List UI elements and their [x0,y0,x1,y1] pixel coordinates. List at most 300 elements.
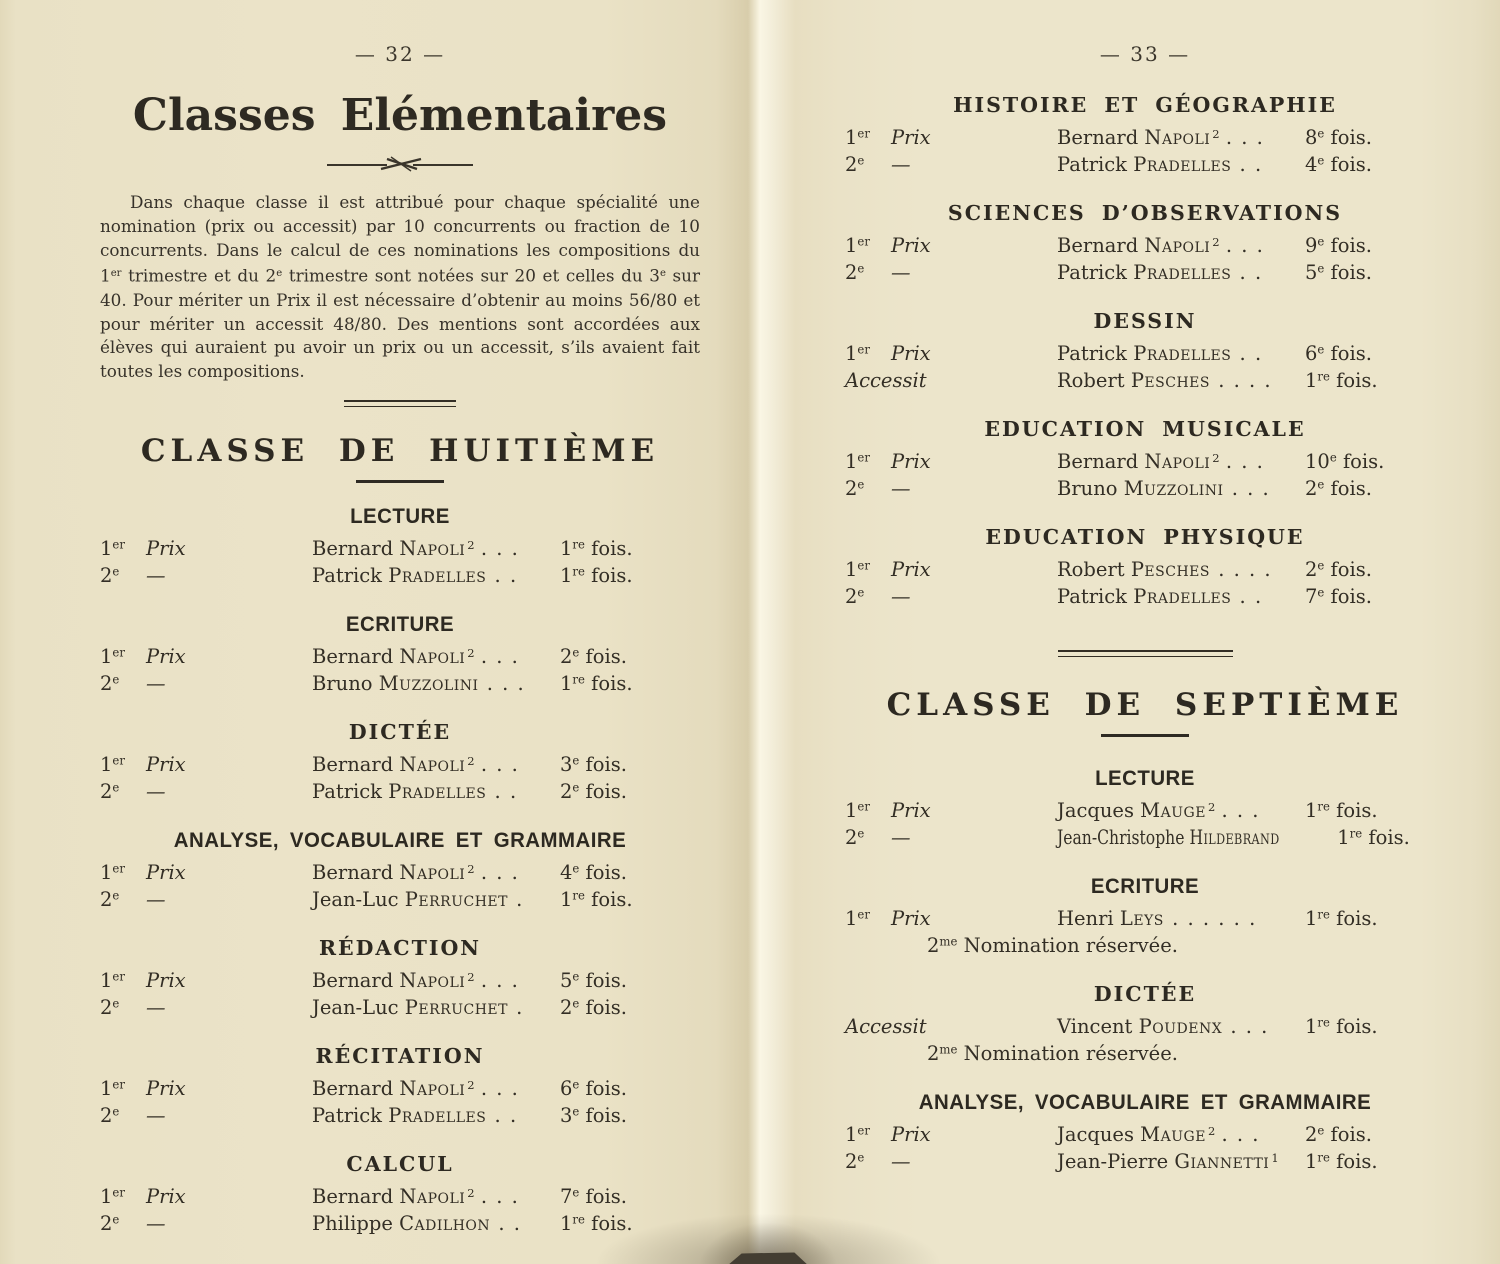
rank-number: 2e [100,671,120,695]
last-name: Napoli [399,752,466,776]
times-count: 1re fois. [560,671,633,695]
rank-word: — [891,261,911,284]
dot-leaders: . . [494,779,518,803]
award-row [100,672,700,699]
footnote-ref: 2 [1207,1124,1216,1139]
rank [845,450,1057,473]
last-name: Perruchet [404,995,508,1019]
dot-leaders: . . . [480,1184,520,1208]
first-name: Jean-Luc [312,887,399,911]
award-row [845,558,1445,585]
times-count: 1re fois. [1305,369,1378,392]
laureate-name [1057,234,1305,257]
class-heading-huitieme: CLASSE DE HUITIÈME [140,432,660,469]
rank-word: — [146,779,166,803]
last-name: Napoli [399,1184,466,1208]
award-row [100,888,700,915]
note-text: $2^{me}$ Nomination réservée. [927,934,1178,957]
award-row [845,234,1445,261]
first-name: Bruno [1057,477,1118,500]
rank-word: Prix [891,799,931,822]
first-name: Bernard [312,536,394,560]
heading-rule [356,480,444,483]
footnote-ref: 2 [1212,235,1220,250]
award-row [100,861,700,888]
dot-leaders: . . [1239,342,1263,365]
ornament-squiggle [325,155,475,173]
rank [100,780,312,803]
subject-title: CALCUL [346,1151,454,1176]
laureate-name [1057,342,1305,365]
rank-word: — [146,1103,166,1127]
subject-dessin [845,308,1445,396]
first-name: Patrick [1057,153,1128,176]
rank-number: 2e [845,261,865,284]
subject-title: HISTOIRE ET GÉOGRAPHIE [953,93,1337,117]
rank-word: Prix [146,860,186,884]
rank [845,585,1057,608]
laureate-name [1057,477,1305,500]
dot-leaders: . . . [1221,799,1260,822]
rank-word: Prix [146,752,186,776]
laureate-name [1057,799,1305,822]
times-count: 1re fois. [1337,826,1410,849]
dot-leaders: . . [494,1103,518,1127]
dot-leaders: . . . [1225,450,1265,473]
times-count: 1re fois. [560,1211,633,1235]
subject-title: ANALYSE, VOCABULAIRE ET GRAMMAIRE [918,1090,1372,1114]
rank-word: Prix [146,536,186,560]
times-count: 6e fois. [560,1076,627,1100]
rank [100,1104,312,1127]
first-name: Jean-Luc [312,995,399,1019]
last-name: Napoli [399,968,466,992]
rank [100,537,312,560]
rank [100,1185,312,1208]
subject-lecture-7 [845,765,1445,853]
first-name: Patrick [1057,261,1128,284]
footnote-ref: 2 [467,754,475,769]
rank [845,558,1057,581]
times-count: 1re fois. [1305,907,1378,930]
reserved-nomination-note [845,1042,1445,1069]
first-name: Bernard [1057,234,1139,257]
reserved-nomination-note [845,934,1445,961]
times-count: 1re fois. [1305,799,1378,822]
first-name: Bernard [312,644,394,668]
dot-leaders: . . [498,1211,522,1235]
rank-word: Prix [146,1184,186,1208]
first-name: Robert [1057,369,1125,392]
subject-recitation [100,1043,700,1131]
last-name: Napoli [399,536,466,560]
rank-number: 2e [845,826,865,849]
subject-title: EDUCATION MUSICALE [984,417,1306,441]
rank-number: 2e [845,153,865,176]
times-count: 5e fois. [560,968,627,992]
first-name: Bernard [312,860,394,884]
dot-leaders: . . . [480,860,520,884]
laureate-name [1057,450,1305,473]
footnote-ref: 2 [467,862,475,877]
heading-rule [1101,734,1189,737]
rank-word: — [146,1211,166,1235]
award-row [845,585,1445,612]
last-name: Napoli [399,860,466,884]
dot-leaders: . [516,995,524,1019]
first-name: Bernard [312,1184,394,1208]
rank [845,126,1057,149]
award-row [100,1077,700,1104]
laureate-name [1057,585,1305,608]
dot-leaders: . . [494,563,518,587]
rank-number: 2e [100,1103,120,1127]
dot-leaders: . . . [1230,1015,1269,1038]
rank [845,1015,1057,1038]
times-count: 2e fois. [560,995,627,1019]
rank [100,888,312,911]
last-name: Cadilhon [399,1211,491,1235]
rank [845,826,1057,849]
rank-number: 1er [100,644,125,668]
award-row [100,645,700,672]
page-32 [100,0,700,1239]
times-count: 10e fois. [1305,450,1385,473]
rank-word: — [891,1150,911,1173]
rank-word: — [146,563,166,587]
rank-number: 1er [100,536,125,560]
rank-word: Prix [146,1076,186,1100]
times-count: 2e fois. [560,644,627,668]
first-name: Vincent [1057,1015,1133,1038]
award-row [845,450,1445,477]
class-heading-septieme: CLASSE DE SEPTIÈME [886,687,1404,723]
last-name: Perruchet [404,887,508,911]
laureate-name [312,969,560,992]
times-count: 7e fois. [1305,585,1372,608]
award-row [845,342,1445,369]
rank-word: Prix [891,907,931,930]
footnote-ref: 2 [1212,451,1220,466]
rank-word: Prix [891,450,931,473]
dot-leaders: . . . [1231,477,1271,500]
footnote-ref: 2 [467,1186,475,1201]
footnote-ref: 2 [467,970,475,985]
first-name: Bernard [312,968,394,992]
first-name: Bernard [1057,450,1139,473]
dot-leaders: . . . . [1218,558,1273,581]
last-name: Mauge [1140,799,1206,822]
first-name: Jean-Pierre [1057,1150,1169,1173]
page-number: — 33 — [1099,42,1191,66]
rank [845,907,1057,930]
subject-education-physique [845,524,1445,612]
rank [100,645,312,668]
rank [845,153,1057,176]
dot-leaders: . . . [1221,1123,1260,1146]
rank [100,753,312,776]
dot-leaders: . . . [480,644,520,668]
rank-number: 1er [100,1184,125,1208]
award-row [845,1123,1445,1150]
times-count: 1re fois. [560,536,633,560]
award-row [845,261,1445,288]
rank [845,477,1057,500]
last-name: Pradelles [388,563,487,587]
last-name: Pradelles [1133,153,1232,176]
last-name: Napoli [1144,450,1211,473]
rank-number: 2e [100,779,120,803]
times-count: 1re fois. [560,563,633,587]
award-row [845,153,1445,180]
rank-number: 2e [845,1150,865,1173]
laureate-name [1057,261,1305,284]
first-name: Jacques [1057,799,1134,822]
dot-leaders: . . . [480,752,520,776]
award-row [100,1212,700,1239]
rank [845,234,1057,257]
times-count: 1re fois. [1305,1150,1378,1173]
rank [100,1212,312,1235]
laureate-name [312,1077,560,1100]
rank [845,1150,1057,1173]
laureate-name [312,1185,560,1208]
subject-analyse-7 [845,1089,1445,1177]
first-name: Patrick [312,563,383,587]
last-name: Mauge [1140,1123,1206,1146]
times-count: 3e fois. [560,1103,627,1127]
rank [845,261,1057,284]
times-count: 2e fois. [1305,477,1372,500]
laureate-name [1057,1123,1305,1146]
first-name: Bernard [312,752,394,776]
rank-number: 1er [100,860,125,884]
rank [100,564,312,587]
first-name: Robert [1057,558,1125,581]
last-name: Pradelles [388,1103,487,1127]
subject-title: ECRITURE [345,611,455,636]
rank-number: 2e [100,563,120,587]
rank [845,369,1057,392]
times-count: 2e fois. [560,779,627,803]
laureate-name [1057,907,1305,930]
times-count: 3e fois. [560,752,627,776]
award-row [845,799,1445,826]
subject-education-musicale [845,416,1445,504]
laureate-name [312,996,560,1019]
subject-dictee-7 [845,981,1445,1069]
note-text: $2^{me}$ Nomination réservée. [927,1042,1178,1065]
subject-ecriture [100,611,700,699]
rank [845,1123,1057,1146]
subject-sciences [845,200,1445,288]
award-row [845,126,1445,153]
footnote-ref: 2 [467,646,475,661]
award-row [845,477,1445,504]
dot-leaders: . [516,887,524,911]
subject-dictee [100,719,700,807]
laureate-name [312,537,560,560]
subject-title: RÉCITATION [315,1043,485,1068]
first-name: Patrick [1057,342,1128,365]
rank-number: 1er [845,558,870,581]
footnote-ref: 2 [1207,800,1216,815]
times-count: 6e fois. [1305,342,1372,365]
rank-number: 1er [845,342,870,365]
first-name: Jean-Christophe [1057,826,1185,849]
subject-ecriture-7 [845,873,1445,961]
laureate-name [1057,1015,1305,1038]
dot-leaders: . . . [486,671,526,695]
subject-title: LECTURE [1095,766,1195,790]
section-divider [1058,650,1233,657]
rank-word: Prix [891,234,931,257]
laureate-name [1057,126,1305,149]
rank-word: Accessit [845,1015,927,1038]
first-name: Jacques [1057,1123,1134,1146]
laureate-name [312,672,560,695]
rank-word: Prix [891,126,931,149]
last-name: Giannetti [1174,1150,1270,1173]
rank-word: — [891,826,911,849]
page-33 [845,0,1445,1177]
award-row [100,564,700,591]
rank-number: 1er [845,450,870,473]
laureate-name [312,564,560,587]
laureate-name [312,861,560,884]
first-name: Bernard [312,1076,394,1100]
footnote-ref: 2 [467,538,475,553]
times-count: 1re fois. [1305,1015,1378,1038]
rank-word: Prix [891,558,931,581]
laureate-name [1057,1150,1305,1173]
award-row [100,537,700,564]
last-name: Pradelles [388,779,487,803]
award-row [845,1015,1445,1042]
last-name: Pradelles [1133,342,1232,365]
dot-leaders: . . . . . . [1172,907,1257,930]
subject-title: DICTÉE [348,719,452,744]
award-row [845,907,1445,934]
first-name: Patrick [312,779,383,803]
subject-title: ANALYSE, VOCABULAIRE ET GRAMMAIRE [173,827,627,852]
subject-title: ECRITURE [1090,874,1200,898]
laureate-name [1057,153,1305,176]
rank [100,672,312,695]
laureate-name [1057,369,1305,392]
laureate-name [1057,558,1305,581]
rank [845,342,1057,365]
award-row [845,826,1445,853]
rank-word: Prix [891,1123,931,1146]
rank [845,799,1057,822]
rank-number: 1er [845,799,870,822]
dot-leaders: . . [1239,261,1263,284]
rank-word: — [146,995,166,1019]
subject-histoire-geographie [845,92,1445,180]
first-name: Philippe [312,1211,393,1235]
dot-leaders: . . [1239,153,1263,176]
intro-paragraph: Dans chaque classe il est attribué pour chaque spécialité une nomination (prix ou accessit) par 10 concurrents ou fraction de 10 concurrents. Dans le calcul de ces nominations les compositions du 1er trimestre et du 2e trimestre sont notées sur 20 et celles du 3e sur 40. Pour mériter un Prix il est nécessaire d’obtenir au moins 56/80 et pour mériter un accessit 48/80. Des mentions sont accordées aux élèves qui auraient pu avoir un prix ou un accessit, s’ils avaient fait toutes les compositions. [100,192,700,382]
dot-leaders: . . . [480,968,520,992]
first-name: Bernard [1057,126,1139,149]
rank-word: — [891,153,911,176]
rank-word: — [146,671,166,695]
last-name: Pradelles [1133,585,1232,608]
rank-number: 1er [845,234,870,257]
subject-title: DICTÉE [1093,982,1197,1006]
section-divider [344,400,456,407]
laureate-name [1057,826,1281,849]
subject-title: EDUCATION PHYSIQUE [985,525,1305,549]
rank-number: 1er [845,126,870,149]
rank-word: Prix [146,968,186,992]
times-count: 8e fois. [1305,126,1372,149]
award-row [845,1150,1445,1177]
first-name: Patrick [1057,585,1128,608]
rank-number: 1er [100,1076,125,1100]
rank [100,969,312,992]
rank [100,861,312,884]
laureate-name [312,888,560,911]
subject-title: RÉDACTION [318,935,482,960]
award-row [845,369,1445,396]
award-row [100,969,700,996]
award-row [100,1104,700,1131]
laureate-name [312,1104,560,1127]
award-row [100,753,700,780]
chapter-title: Classes Elémentaires [132,90,668,141]
last-name: Napoli [399,644,466,668]
times-count: 2e fois. [1305,1123,1372,1146]
laureate-name [312,645,560,668]
award-row [100,1185,700,1212]
rank-word: Accessit [845,369,927,392]
times-count: 4e fois. [560,860,627,884]
dot-leaders: . . . [480,1076,520,1100]
footnote-ref: 2 [467,1078,475,1093]
dot-leaders: . . . [1225,126,1265,149]
last-name: Napoli [1144,126,1211,149]
last-name: Muzzolini [378,671,479,695]
dot-leaders: . . . . [1218,369,1273,392]
dot-leaders: . . . [480,536,520,560]
rank-word: Prix [891,342,931,365]
last-name: Napoli [1144,234,1211,257]
rank-number: 2e [845,477,865,500]
subject-analyse [100,827,700,915]
rank-number: 2e [845,585,865,608]
rank-word: — [146,887,166,911]
award-row [100,996,700,1023]
rank-number: 1er [845,907,870,930]
page-number: — 32 — [354,42,446,66]
laureate-name [312,780,560,803]
award-row [100,780,700,807]
rank-word: — [891,585,911,608]
rank-number: 1er [100,968,125,992]
rank [100,996,312,1019]
last-name: Hildebrand [1189,826,1280,849]
laureate-name [312,1212,560,1235]
times-count: 1re fois. [560,887,633,911]
dot-leaders: . . [1239,585,1263,608]
subject-redaction [100,935,700,1023]
rank [100,1077,312,1100]
rank-word: Prix [146,644,186,668]
rank-number: 2e [100,995,120,1019]
subject-calcul [100,1151,700,1239]
